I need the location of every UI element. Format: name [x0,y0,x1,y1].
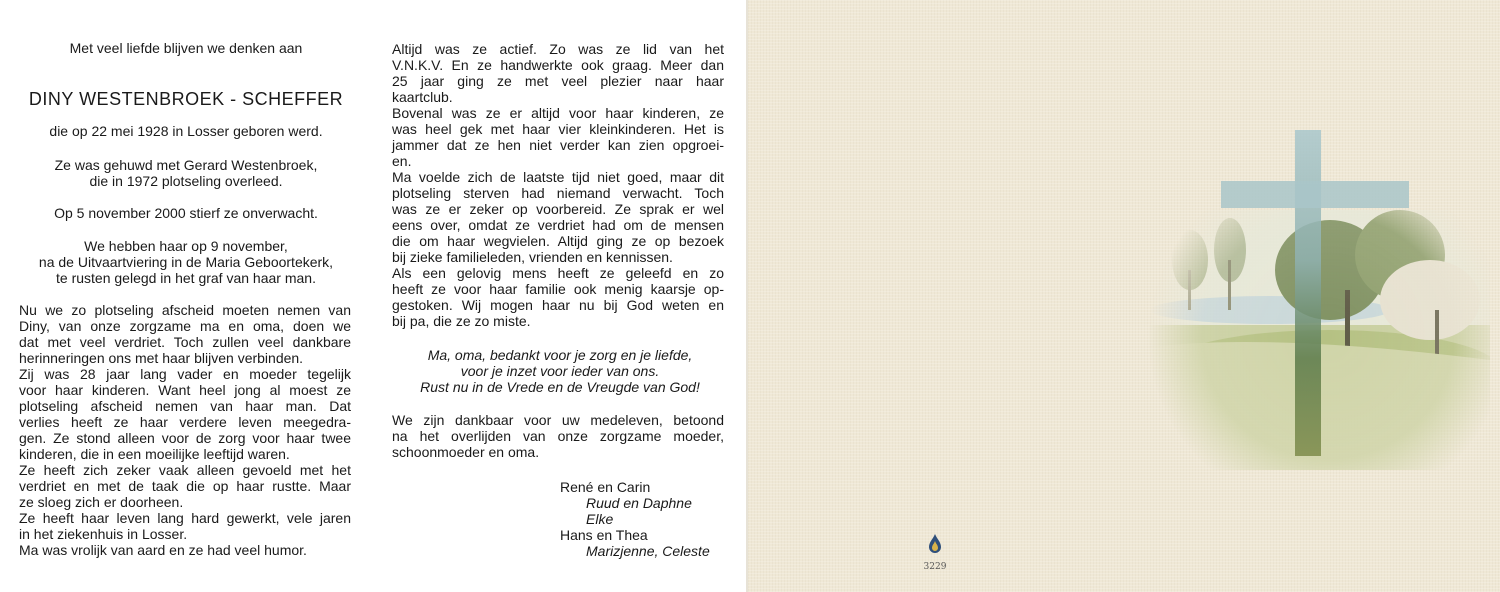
body-line: en. [392,153,412,169]
body-line: jammer dat ze hen niet verder kan zien opgroei- [392,137,724,153]
verse-line-3: Rust nu in de Vrede en de Vreugde van God! [420,379,700,395]
burial-text-3: te rusten gelegd in het graf van haar man. [56,270,316,286]
burial-text-1: We hebben haar op 9 november, [84,238,288,254]
body-line: dat met veel verdriet. Toch zullen veel dankbare [19,334,351,350]
body-line: was ze er zeker op voorbereid. Ze sprak er wel [392,201,724,217]
body-line: Diny, van onze zorgzame ma en oma, doen we [19,318,351,334]
married-text-2: die in 1972 plotseling overleed. [89,173,283,189]
burial-text-2: na de Uitvaartviering in de Maria Geboortekerk, [38,254,334,270]
body-line: voor haar kinderen. Want heel jong al moest ze [19,382,351,398]
thanks-line: na het overlijden van onze zorgzame moeder, [392,428,724,444]
left-body-paragraph [19,302,351,558]
body-line: kinderen, die in een moeilijke leeftijd waren. [19,446,290,462]
flame-logo-icon [927,533,943,555]
death-text: Op 5 november 2000 stierf ze onverwacht. [54,205,318,221]
body-line: gestoken. Wij mogen haar nu bij God weten en [392,297,724,313]
intro-text: Met veel liefde blijven we denken aan [69,40,303,56]
body-line: die om haar wegvielen. Altijd ging ze op bezoek [392,233,724,249]
body-line: 25 jaar ging ze met veel plezier naar haar [392,73,724,89]
body-line: Ze heeft haar leven lang hard gewerkt, vele jaren [19,510,351,526]
card-code: 3229 [923,562,947,572]
body-line: plotseling afscheid nemen van haar man. Dat [19,398,351,414]
body-line: in het ziekenhuis in Losser. [19,526,188,542]
verse-line-2: voor je inzet voor ieder van ons. [460,363,660,379]
body-line: Als een gelovig mens heeft ze geleefd en zo [392,265,724,281]
signature-line-4: Hans en Thea [560,527,648,543]
thanks-line: schoonmoeder en oma. [392,444,540,460]
body-line: Nu we zo plotseling afscheid moeten nemen van [19,302,351,318]
verse-line-1: Ma, oma, bedankt voor je zorg en je liefde, [427,347,693,363]
body-line: bij zieke familieleden, vrienden en kennissen. [392,249,673,265]
fold-line [746,0,748,592]
body-line: Ze heeft zich zeker vaak alleen gevoeld met het [19,462,351,478]
body-line: gen. Ze stond alleen voor de zorg voor haar twee [19,430,351,446]
body-line: Ma was vrolijk van aard en ze had veel humor. [19,542,307,558]
signature-line-5: Marizjenne, Celeste [586,543,710,559]
body-line: verdriet en met de taak die op haar rustte. Maar [19,478,351,494]
body-line: Bovenal was ze er altijd voor haar kinderen, ze [392,105,724,121]
body-line: bij pa, die ze zo miste. [392,313,531,329]
signature-line-3: Elke [586,511,614,527]
body-line: eens over, omdat ze verdriet had om de mensen [392,217,724,233]
signature-line-2: Ruud en Daphne [586,495,692,511]
body-line: heeft ze voor haar familie ook menig kaarsje op- [392,281,724,297]
body-line: ze sloeg zich er doorheen. [19,494,184,510]
body-line: Altijd was ze actief. Zo was ze lid van het [392,41,724,57]
thanks-line: We zijn dankbaar voor uw medeleven, betoond [392,412,724,428]
body-line: kaartclub. [392,89,453,105]
body-line: V.N.K.V. En ze handwerkte ook graag. Meer dan [392,57,724,73]
body-line: Zij was 28 jaar lang vader en moeder tegelijk [19,366,351,382]
birth-text: die op 22 mei 1928 in Losser geboren werd. [49,123,323,139]
body-line: plotseling sterven had niemand verwacht. Toch [392,185,724,201]
married-text-1: Ze was gehuwd met Gerard Westenbroek, [54,157,318,173]
thanks-paragraph [392,412,724,460]
body-line: Ma voelde zich de laatste tijd niet goed, maar dit [392,169,724,185]
cross-landscape-illustration [1130,120,1490,470]
deceased-name: DINY WESTENBROEK - SCHEFFER [28,89,344,109]
body-line: was heel gek met haar vier kleinkinderen. Het is [392,121,724,137]
middle-body-paragraph [392,41,724,329]
body-line: verlies heeft ze haar verdere leven meegedra- [19,414,351,430]
signature-line-1: René en Carin [560,479,651,495]
body-line: herinneringen ons met haar blijven verbinden. [19,350,304,366]
